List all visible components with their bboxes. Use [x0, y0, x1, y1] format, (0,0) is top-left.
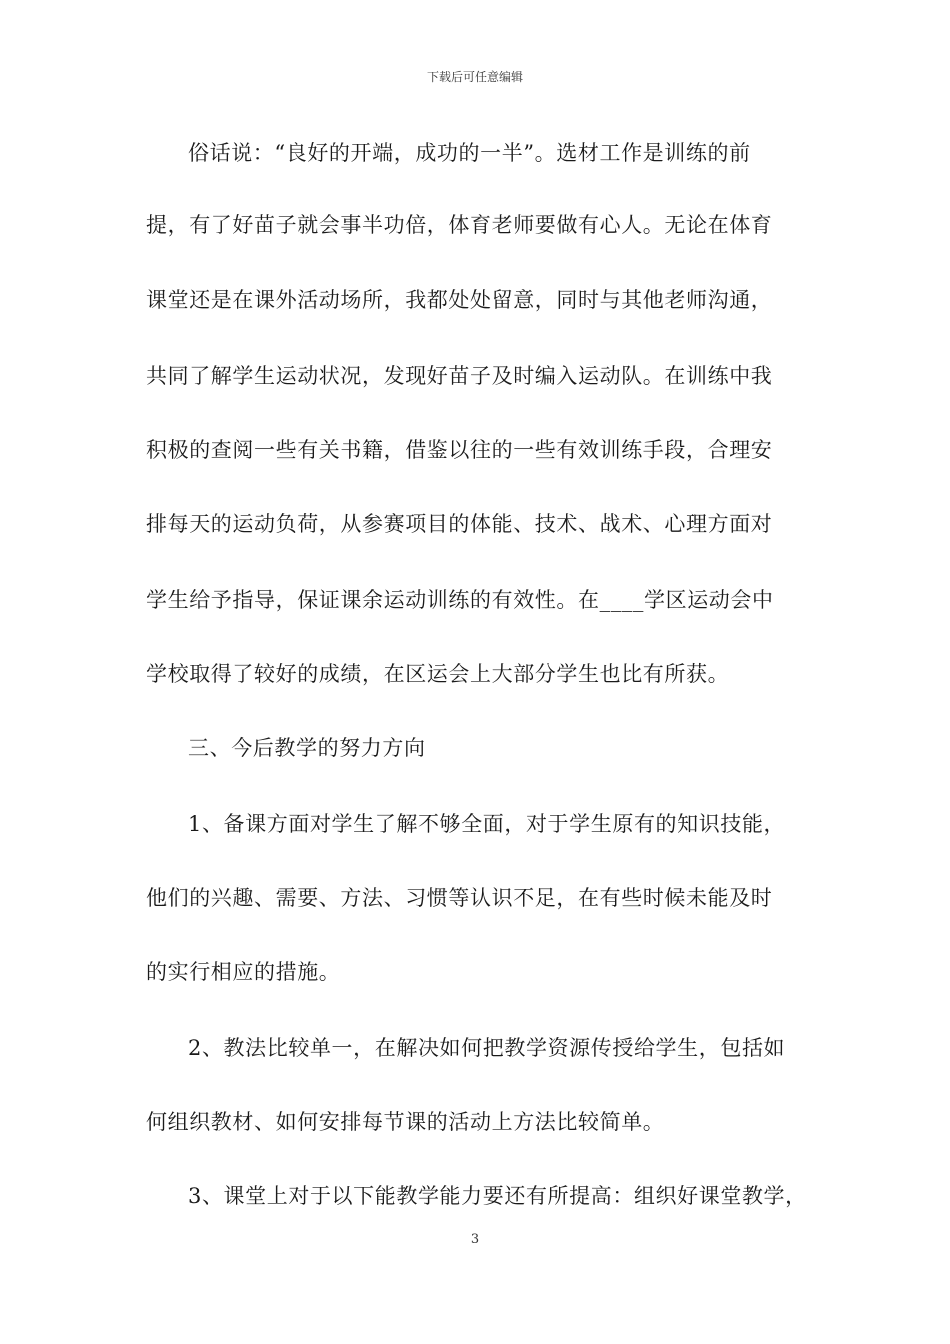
list-item-1-line: 1、备课方面对学生了解不够全面，对于学生原有的知识技能， [188, 812, 786, 836]
list-item-1-line: 的实行相应的措施。 [146, 960, 341, 984]
body-line: 积极的查阅一些有关书籍，借鉴以往的一些有效训练手段，合理安 [146, 438, 773, 462]
list-item-1-line: 他们的兴趣、需要、方法、习惯等认识不足，在有些时候未能及时 [146, 886, 773, 910]
body-line: 提，有了好苗子就会事半功倍，体育老师要做有心人。无论在体育 [146, 213, 773, 237]
body-line: 课堂还是在课外活动场所，我都处处留意，同时与其他老师沟通， [146, 288, 773, 312]
body-line: 学校取得了较好的成绩，在区运会上大部分学生也比有所获。 [146, 662, 730, 686]
body-line: 共同了解学生运动状况，发现好苗子及时编入运动队。在训练中我 [146, 364, 773, 388]
section-heading: 三、今后教学的努力方向 [188, 736, 426, 760]
list-item-3-line: 3、课堂上对于以下能教学能力要还有所提高：组织好课堂教学， [188, 1184, 807, 1208]
body-line: 学生给予指导，保证课余运动训练的有效性。在____学区运动会中 [146, 588, 774, 612]
body-line: 俗话说：“良好的开端，成功的一半”。选材工作是训练的前 [188, 141, 751, 165]
list-item-2-line: 2、教法比较单一，在解决如何把教学资源传授给学生，包括如 [188, 1036, 786, 1060]
body-line: 排每天的运动负荷，从参赛项目的体能、技术、战术、心理方面对 [146, 512, 773, 536]
page-header: 下载后可任意编辑 [426, 70, 523, 84]
list-item-2-line: 何组织教材、如何安排每节课的活动上方法比较简单。 [146, 1110, 665, 1134]
page-number: 3 [470, 1232, 480, 1247]
